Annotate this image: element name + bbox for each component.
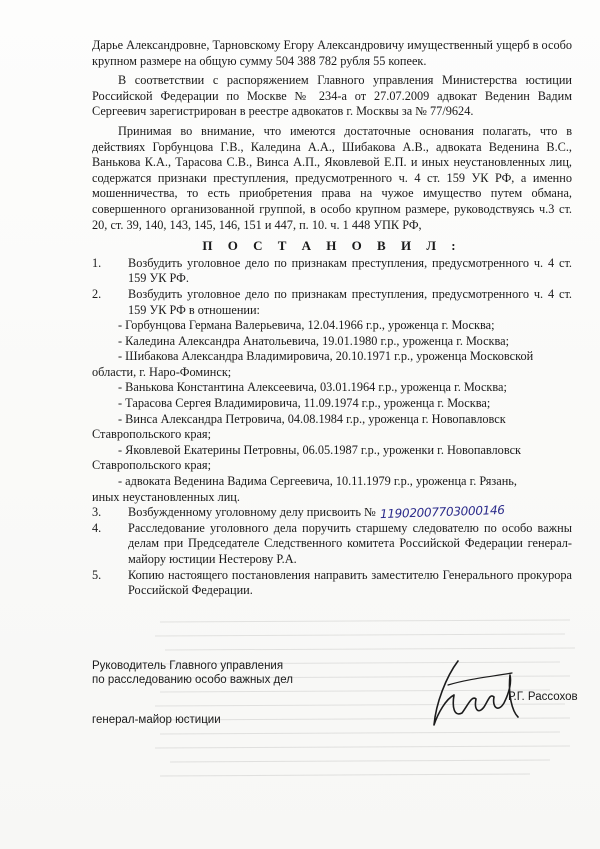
resolution-item-1 [92, 256, 572, 287]
item-number: 4. [92, 520, 102, 535]
item-number: 3. [92, 505, 102, 520]
list-item: - адвоката Веденина Вадима Сергеевича, 10.11.1979 г.р., уроженца г. Рязань, [118, 474, 517, 489]
item-text: Расследование уголовного дела поручить старшему следователю по особо важны делам при Председателе Следственного комитета Российской Федерации генерал-майору юстиции Нестерову Р.А. [128, 520, 572, 566]
list-item: - Каледина Александра Анатольевича, 19.01.1980 г.р., уроженца г. Москва; [118, 333, 510, 348]
item-text: Возбудить уголовное дело по признакам преступления, предусмотренного ч. 4 ст. 159 УК РФ в отношении: [128, 286, 572, 317]
list-item: - Шибакова Александра Владимировича, 20.10.1971 г.р., уроженца Московской [118, 349, 534, 364]
resolution-item-5 [92, 568, 572, 599]
item-number: 5. [92, 567, 102, 582]
resolution-title: П О С Т А Н О В И Л : [202, 238, 462, 254]
item-text: Возбужденному уголовному делу присвоить № [128, 505, 376, 520]
intro-paragraph: Дарье Александровне, Тарновскому Егору Александровичу имущественный ущерб в особо крупном размере на общую сумму 504 388 782 рубля 55 копеек. [92, 38, 572, 68]
list-item-continuation: Ставропольского края; [92, 458, 212, 473]
item-text: Возбудить уголовное дело по признакам преступления, предусмотренного ч. 4 ст. 159 УК РФ. [128, 255, 572, 286]
item-number: 1. [92, 255, 102, 270]
item-text: Копию настоящего постановления направить заместителю Генерального прокурора Российской Федерации. [128, 567, 572, 598]
list-item: - Винса Александра Петровича, 04.08.1984 г.р., уроженца г. Новопавловск [118, 411, 506, 426]
item-number: 2. [92, 286, 102, 301]
item-text-wrap [128, 505, 572, 521]
resolution-item-2 [92, 287, 572, 318]
list-item: - Ванькова Константина Алексеевича, 03.01.1964 г.р., уроженца г. Москва; [118, 380, 507, 395]
list-item: - Тарасова Сергея Владимировича, 11.09.1974 г.р., уроженца г. Москва; [118, 396, 491, 411]
suspects-list [92, 318, 572, 505]
signer-name: Р.Г. Рассохов [508, 691, 578, 703]
list-item: - Яковлевой Екатерины Петровны, 06.05.1987 г.р., уроженки г. Новопавловск [118, 442, 521, 457]
resolution-item-4 [92, 521, 572, 568]
registration-paragraph: В соответствии с распоряжением Главного управления Министерства юстиции Российской Федерации по Москве № 234-а от 27.07.2009 адвокат Веденин Вадим Сергеевич зарегистрирован в реестре адвокатов г. Москвы за № 77/9624. [92, 73, 572, 119]
signer-rank: генерал-майор юстиции [92, 714, 221, 726]
list-item-continuation: иных неустановленных лиц. [92, 489, 240, 504]
list-item: - Горбунцова Германа Валерьевича, 12.04.1966 г.р., уроженца г. Москва; [118, 318, 495, 333]
list-item-continuation: области, г. Наро-Фоминск; [92, 364, 232, 379]
resolution-item-3 [92, 505, 572, 521]
signer-position-line-2: по расследованию особо важных дел [92, 674, 293, 686]
document-body [92, 38, 572, 599]
list-item-continuation: Ставропольского края; [92, 427, 212, 442]
signer-position-line-1: Руководитель Главного управления [92, 660, 284, 672]
handwritten-case-number: 11902007703000146 [379, 503, 505, 522]
grounds-paragraph: Принимая во внимание, что имеются достаточные основания полагать, что в действиях Горбунцова Г.В., Каледина А.А., Шибакова А.В., адвоката Веденина В.С., Ванькова К.А., Тарасова С.В., Винса А.П., Яковлевой Е.П. и иных неустановленных лиц, содержатся признаки преступления, предусмотренного ч. 4 ст. 159 УК РФ, а именно мошенничества, то есть приобретения права на чужое имущество путем обмана, совершенного организованной группой, в особо крупном размере, руководствуясь ч.3 ст. 20, ст. 39, 140, 143, 145, 146, 151 и 447, п. 10. ч. 1 448 УПК РФ, [92, 123, 572, 232]
